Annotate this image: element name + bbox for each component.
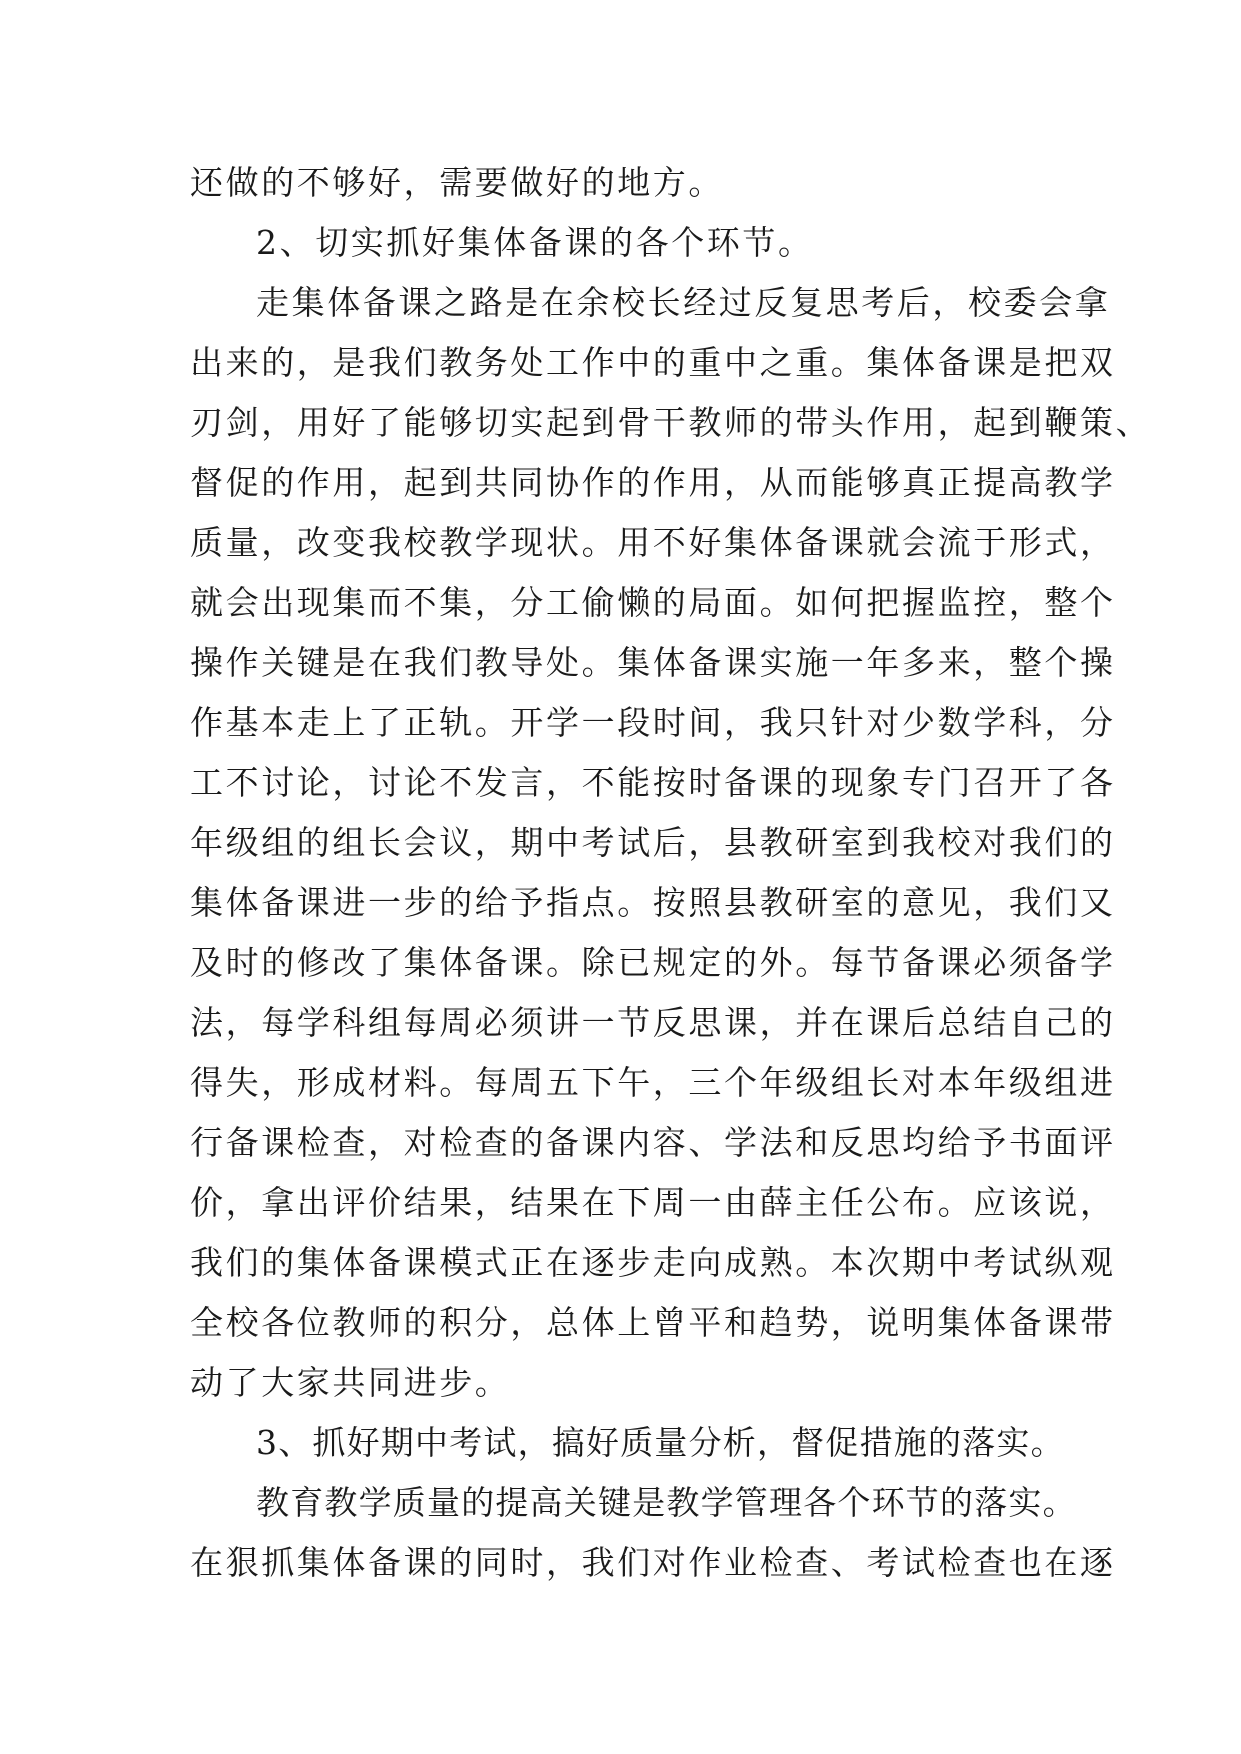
text-line: 我们的集体备课模式正在逐步走向成熟。本次期中考试纵观 [190,1243,1116,1282]
text-line: 及时的修改了集体备课。除已规定的外。每节备课必须备学 [190,943,1116,982]
document-body [190,153,1152,1593]
text-line: 出来的，是我们教务处工作中的重中之重。集体备课是把双 [190,343,1116,382]
text-line: 走集体备课之路是在余校长经过反复思考后，校委会拿 [256,283,1111,322]
text-line: 质量，改变我校教学现状。用不好集体备课就会流于形式， [190,523,1116,562]
text-line: 在狠抓集体备课的同时，我们对作业检查、考试检查也在逐 [190,1543,1116,1582]
text-line: 就会出现集而不集，分工偷懒的局面。如何把握监控，整个 [190,583,1116,622]
text-line: 刃剑，用好了能够切实起到骨干教师的带头作用，起到鞭策、 [190,403,1152,442]
text-line: 教育教学质量的提高关键是教学管理各个环节的落实。 [256,1483,1077,1522]
text-line: 作基本走上了正轨。开学一段时间，我只针对少数学科，分 [190,703,1116,742]
text-line: 得失，形成材料。每周五下午，三个年级组长对本年级组进 [190,1063,1116,1102]
text-line: 法，每学科组每周必须讲一节反思课，并在课后总结自己的 [190,1003,1116,1042]
text-line: 操作关键是在我们教导处。集体备课实施一年多来，整个操 [190,643,1116,682]
text-line: 年级组的组长会议，期中考试后，县教研室到我校对我们的 [190,823,1116,862]
section-heading: 2、切实抓好集体备课的各个环节。 [256,223,814,262]
text-line: 行备课检查，对检查的备课内容、学法和反思均给予书面评 [190,1123,1116,1162]
text-line: 动了大家共同进步。 [190,1363,511,1402]
text-line: 全校各位教师的积分，总体上曾平和趋势，说明集体备课带 [190,1303,1116,1342]
text-line: 价，拿出评价结果，结果在下周一由薛主任公布。应该说， [190,1183,1116,1222]
section-heading: 3、抓好期中考试，搞好质量分析，督促措施的落实。 [256,1423,1065,1462]
text-line: 还做的不够好，需要做好的地方。 [190,163,724,202]
text-line: 督促的作用，起到共同协作的作用，从而能够真正提高教学 [190,463,1116,502]
text-line: 工不讨论，讨论不发言，不能按时备课的现象专门召开了各 [190,763,1116,802]
text-line: 集体备课进一步的给予指点。按照县教研室的意见，我们又 [190,883,1116,922]
